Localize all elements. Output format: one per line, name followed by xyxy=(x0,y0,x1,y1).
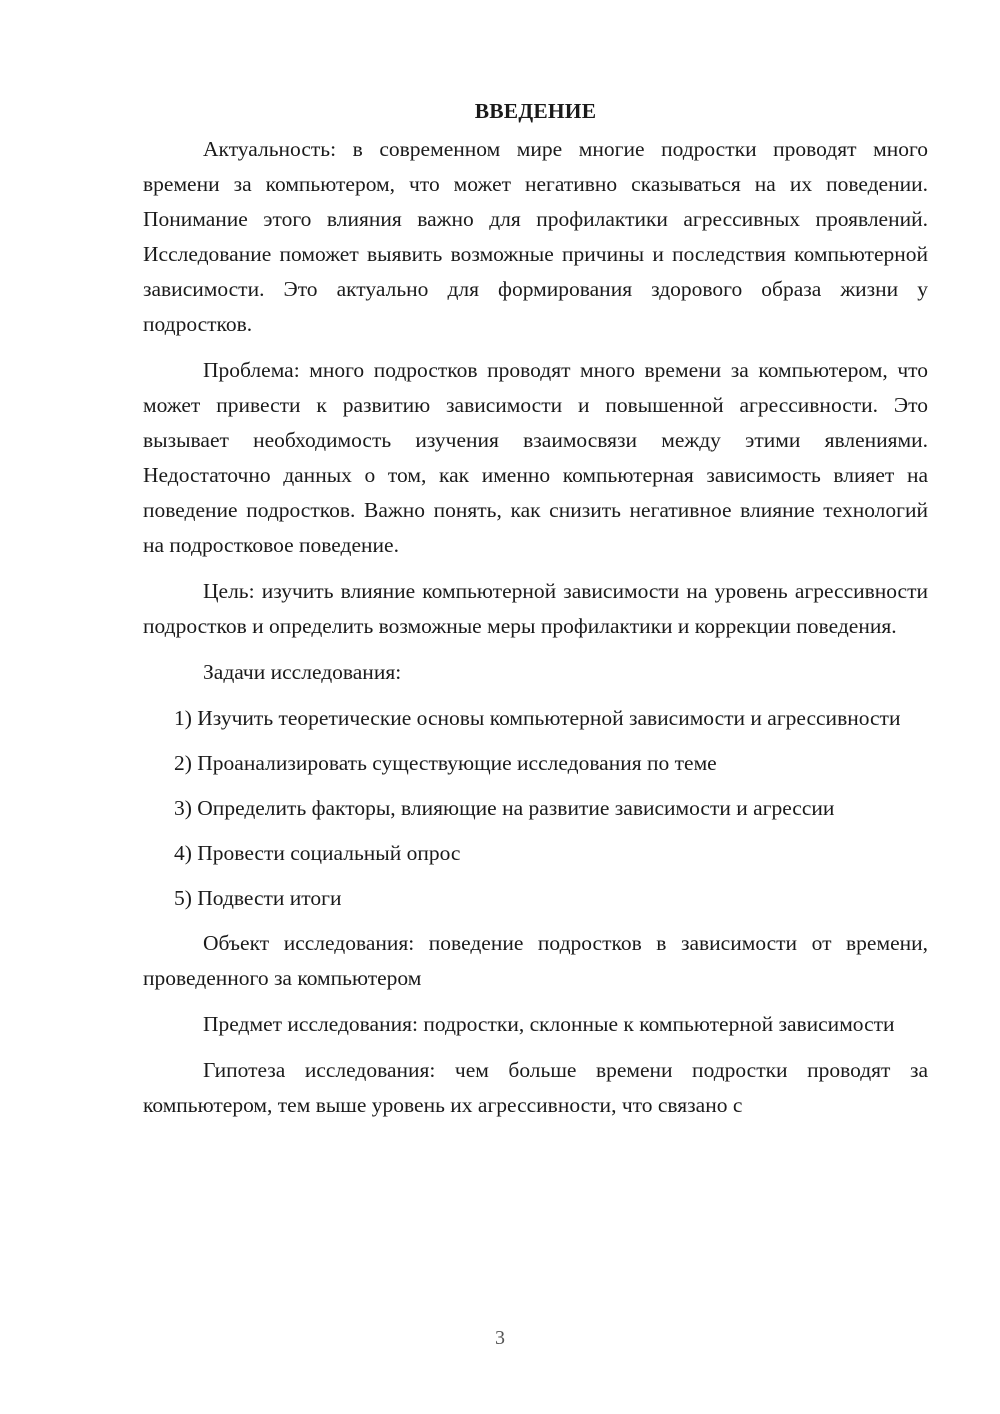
list-item: 3) Определить факторы, влияющие на развитие зависимости и агрессии xyxy=(174,796,835,820)
list-item: 1) Изучить теоретические основы компьютерной зависимости и агрессивности xyxy=(174,706,901,730)
list-item: 2) Проанализировать существующие исследования по теме xyxy=(174,751,717,775)
paragraph-relevance: Актуальность: в современном мире многие подростки проводят много времени за компьютером, что может негативно сказываться на их поведении. Понимание этого влияния важно для профилактики агрессивных проявлений. Исследование поможет выявить возможные причины и последствия компьютерной зависимости. Это актуально для формирования здорового образа жизни у подростков. xyxy=(143,137,928,336)
list-item: 5) Подвести итоги xyxy=(174,886,342,910)
section-title: ВВЕДЕНИЕ xyxy=(474,99,597,123)
paragraph-goal: Цель: изучить влияние компьютерной зависимости на уровень агрессивности подростков и определить возможные меры профилактики и коррекции поведения. xyxy=(143,579,928,638)
paragraph-problem: Проблема: много подростков проводят много времени за компьютером, что может привести к развитию зависимости и повышенной агрессивности. Это вызывает необходимость изучения взаимосвязи между этими явлениями. Недостаточно данных о том, как именно компьютерная зависимость влияет на поведение подростков. Важно понять, как снизить негативное влияние технологий на подростковое поведение. xyxy=(143,358,928,557)
paragraph-hypothesis: Гипотеза исследования: чем больше времени подростки проводят за компьютером, тем выше уровень их агрессивности, что связано с xyxy=(143,1058,928,1117)
document-page xyxy=(143,96,928,1123)
list-item: 4) Провести социальный опрос xyxy=(174,841,461,865)
tasks-list xyxy=(143,701,928,916)
paragraph-object: Объект исследования: поведение подростков в зависимости от времени, проведенного за компьютером xyxy=(143,931,928,990)
page-number: 3 xyxy=(495,1327,505,1349)
paragraph-subject: Предмет исследования: подростки, склонные к компьютерной зависимости xyxy=(203,1012,895,1036)
paragraph-tasks-intro: Задачи исследования: xyxy=(203,660,402,684)
